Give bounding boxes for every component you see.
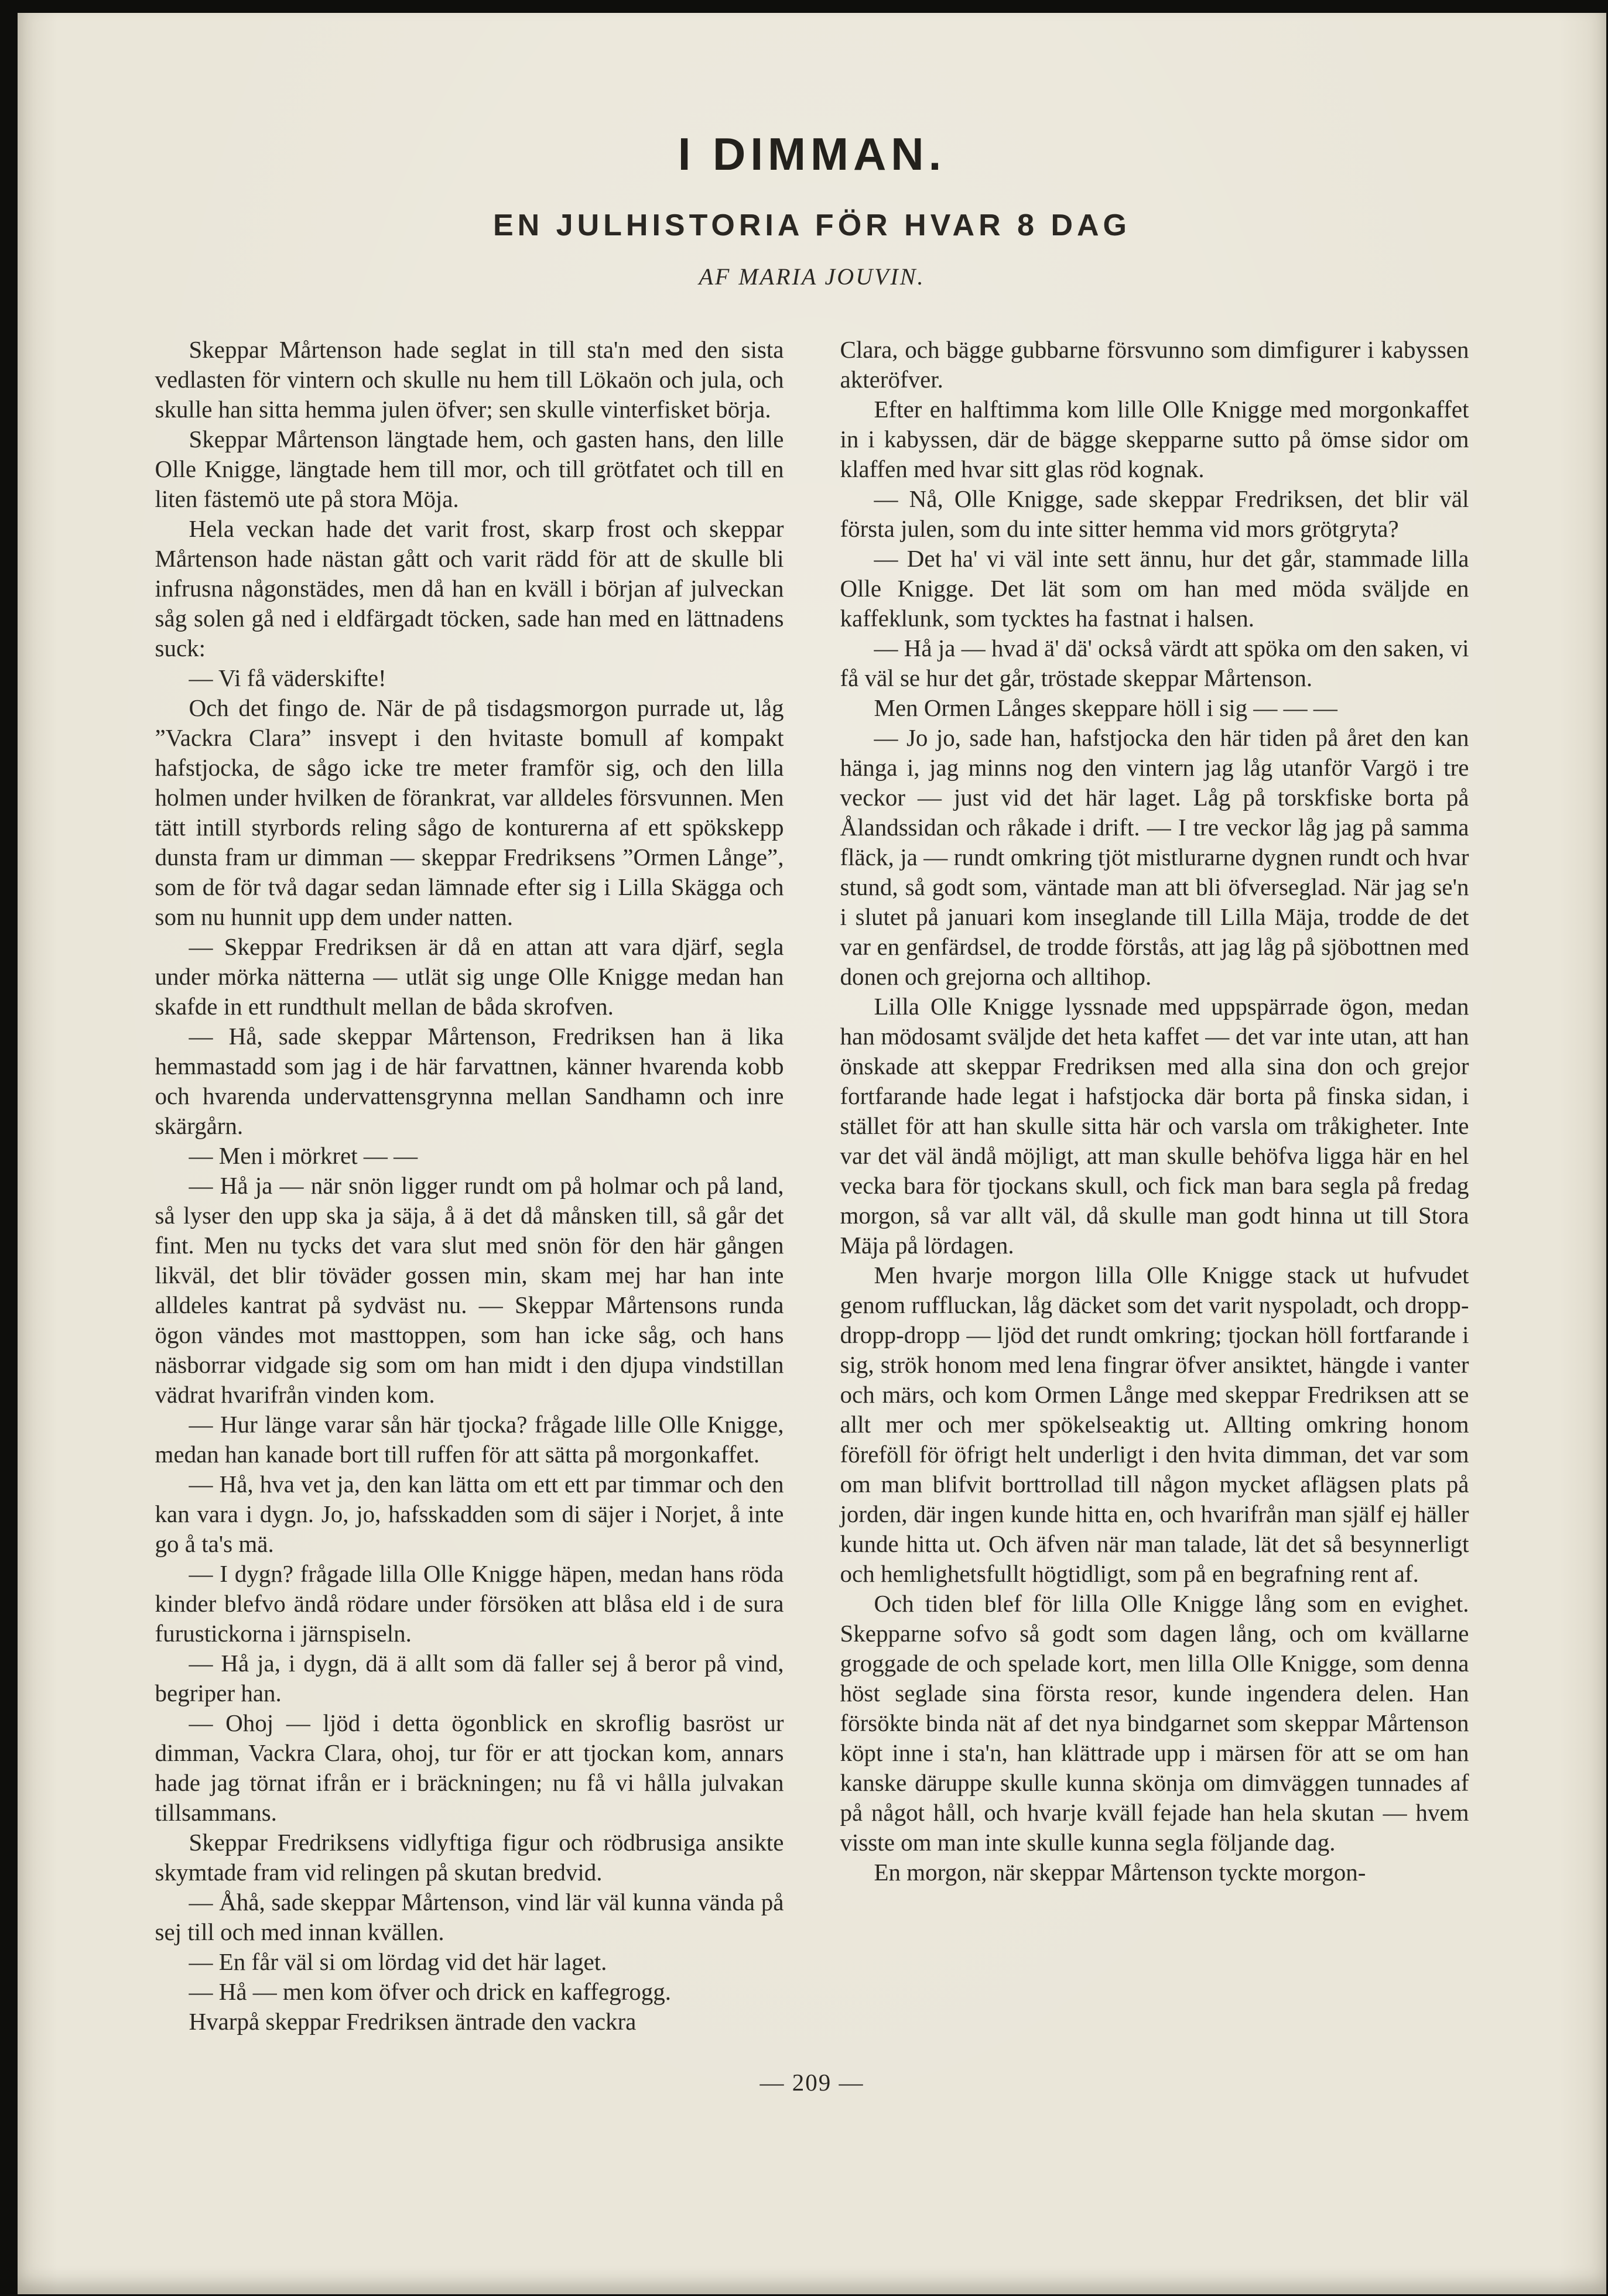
column-right (840, 335, 1469, 2037)
paragraph: Och tiden blef för lilla Olle Knigge lång som en evighet. Skepparne sofvo så godt som dagen lång, och om kvällarne groggade de och spelade kort, men lilla Olle Knigge, som denna höst seglade sina första resor, kunde ingendera delen. Han försökte binda nät af det nya bindgarnet som skeppar Mårtenson köpt inne i sta'n, han klättrade upp i märsen för att se om han kanske däruppe skulle kunna skönja om dimväggen tunnades af på något håll, och hvarje kväll fejade han hela skutan — hvem visste om man inte skulle kunna segla följande dag. (840, 1590, 1469, 1856)
paragraph: — Jo jo, sade han, hafstjocka den här tiden på året den kan hänga i, jag minns nog den vintern jag låg utanför Vargö i tre veckor — just vid det här laget. Låg på torskfiske borta på Ålandssidan och råkade i drift. — I tre veckor låg jag på samma fläck, ja — rundt omkring tjöt mistlurarne dygnen rundt och hvar stund, så godt som, väntade man att bli öfverseglad. När jag se'n i slutet på januari kom inseglande till Lilla Mäja, trodde de det var en genfärdsel, de trodde förstås, att jag låg på sjöbottnen med donen och grejorna och alltihop. (840, 724, 1469, 990)
paragraph: Men Ormen Långes skeppare höll i sig — — — (874, 694, 1337, 721)
paragraph: — I dygn? frågade lilla Olle Knigge häpen, medan hans röda kinder blefvo ändå rödare under försöken att blåsa eld i de sura furustickorna i järnspiseln. (155, 1560, 784, 1647)
document-header (18, 128, 1606, 290)
paragraph: Lilla Olle Knigge lyssnade med uppspärrade ögon, medan han mödosamt sväljde det heta kaffet — det var inte utan, att han önskade att skeppar Fredriksen med alla sina don och grejor fortfarande hade legat i hafstjocka där borta på finska sidan, i stället för att han skulle sitta här och varsla om tråkigheter. Inte var det väl ändå möjligt, att man skulle behöfva ligga här en hel vecka bara för tjockans skull, och fick man bara segla på fredag morgon, så var allt väl, då skulle man godt hinna ut till Stora Mäja på lördagen. (840, 993, 1469, 1259)
paragraph: — Nå, Olle Knigge, sade skeppar Fredriksen, det blir väl första julen, som du inte sitter hemma vid mors grötgryta? (840, 485, 1469, 542)
paragraph: — Skeppar Fredriksen är då en attan att vara djärf, segla under mörka nätterna — utlät sig unge Olle Knigge medan han skafde in ett rundthult mellan de båda skrofven. (155, 933, 784, 1020)
page-content (18, 13, 1606, 2096)
paragraph: Och det fingo de. När de på tisdagsmorgon purrade ut, låg ”Vackra Clara” insvept i den hvitaste bomull af kompakt hafstjocka, de sågo icke tre meter framför sig, och den lilla holmen under hvilken de förankrat, var alldeles försvunnen. Men tätt intill styrbords reling sågo de konturerna af ett spökskepp dunsta fram ur dimman — skeppar Fredriksens ”Ormen Långe”, som de för två dagar sedan lämnade efter sig i Lilla Skägga och som nu hunnit upp dem under natten. (155, 694, 784, 930)
paragraph: — Det ha' vi väl inte sett ännu, hur det går, stammade lilla Olle Knigge. Det lät som om han med möda sväljde en kaffeklunk, som tycktes ha fastnat i halsen. (840, 545, 1469, 632)
paragraph: Hvarpå skeppar Fredriksen äntrade den vackra (189, 2008, 637, 2035)
text-columns (155, 335, 1469, 2037)
paragraph: Men hvarje morgon lilla Olle Knigge stack ut hufvudet genom ruffluckan, låg däcket som det varit nyspoladt, och dropp-dropp-dropp — ljöd det rundt omkring; tjockan höll fortfarande i sig, strök honom med lena fingrar öfver ansiktet, hängde i vanter och märs, och kom Ormen Långe med skeppar Fredriksen att se allt mer och mer spökelseaktig ut. Allting omkring honom föreföll för öfrigt helt underligt i den hvita dimman, det var som om man blifvit borttrollad till någon mycket aflägsen plats på jorden, där ingen kunde hitta en, och hvarifrån man själf ej häller kunde hitta ut. Och äfven när man talade, lät det så besynnerligt och hemlighetsfullt högtidligt, som på en begrafning rent af. (840, 1262, 1469, 1587)
paragraph: Skeppar Fredriksens vidlyftiga figur och rödbrusiga ansikte skymtade fram vid relingen på skutan bredvid. (155, 1829, 784, 1886)
paragraph: Hela veckan hade det varit frost, skarp frost och skeppar Mårtenson hade nästan gått och varit rädd för att de skulle bli infrusna någonstädes, men då han en kväll i början af julveckan såg solen gå ned i eldfärgadt töcken, sade han med en lättnadens suck: (155, 515, 784, 662)
paragraph: Skeppar Mårtenson hade seglat in till sta'n med den sista vedlasten för vintern och skulle nu hem till Lökaön och jula, och skulle han sitta hemma julen öfver; sen skulle vinterfisket börja. (155, 336, 784, 423)
paragraph: Clara, och bägge gubbarne försvunno som dimfigurer i kabyssen akteröfver. (840, 336, 1469, 393)
scanned-page (18, 13, 1606, 2294)
paragraph: — Hur länge varar sån här tjocka? frågade lille Olle Knigge, medan han kanade bort till ruffen för att sätta på morgonkaffet. (155, 1411, 784, 1468)
column-left (155, 335, 784, 2037)
paragraph: — Hå ja — när snön ligger rundt om på holmar och på land, så lyser den upp ska ja säja, å ä det då månsken till, så går det fint. Men nu tycks det vara slut med snön för den här gången likväl, det blir töväder gossen min, skam mej har han inte alldeles kantrat på sydväst nu. — Skeppar Mårtensons runda ögon vändes mot masttoppen, som han icke såg, och hans näsborrar vidgade sig som om han midt i den djupa vindstillan vädrat hvarifrån vinden kom. (155, 1172, 784, 1408)
page-title: I DIMMAN. (678, 128, 946, 180)
paragraph: — Åhå, sade skeppar Mårtenson, vind lär väl kunna vända på sej till och med innan kvällen. (155, 1889, 784, 1945)
paragraph: Skeppar Mårtenson längtade hem, och gasten hans, den lille Olle Knigge, längtade hem till mor, och till grötfatet och till en liten fästemö ute på stora Möja. (155, 426, 784, 512)
paragraph: — Hå ja, i dygn, dä ä allt som dä faller sej å beror på vind, begriper han. (155, 1650, 784, 1706)
page-number: — 209 — (759, 2069, 864, 2096)
page-subtitle: EN JULHISTORIA FÖR HVAR 8 DAG (492, 208, 1131, 242)
byline: AF MARIA JOUVIN. (699, 263, 925, 290)
paragraph: — Hå, sade skeppar Mårtenson, Fredriksen han ä lika hemmastadd som jag i de här farvattnen, känner hvarenda kobb och hvarenda undervattensgrynna mellan Sandhamn och inre skärgårn. (155, 1023, 784, 1139)
paragraph: — Hå ja — hvad ä' dä' också värdt att spöka om den saken, vi få väl se hur det går, tröstade skeppar Mårtenson. (840, 635, 1469, 691)
paragraph: — Men i mörkret — — (189, 1142, 418, 1169)
paragraph: — Hå, hva vet ja, den kan lätta om ett ett par timmar och den kan vara i dygn. Jo, jo, hafsskadden som di säjer i Norjet, å inte go å ta's mä. (155, 1471, 784, 1557)
paragraph: — Ohoj — ljöd i detta ögonblick en skroflig basröst ur dimman, Vackra Clara, ohoj, tur för er att tjockan kom, annars hade jag törnat ifrån er i bräckningen; nu få vi hålla julvakan tillsammans. (155, 1709, 784, 1826)
paragraph: Efter en halftimma kom lille Olle Knigge med morgonkaffet in i kabyssen, där de bägge skepparne sutto på ömse sidor om klaffen med hvar sitt glas röd kognak. (840, 396, 1469, 482)
paragraph: — Hå — men kom öfver och drick en kaffegrogg. (189, 1978, 672, 2005)
paragraph: — En får väl si om lördag vid det här laget. (189, 1948, 607, 1975)
paragraph: En morgon, när skeppar Mårtenson tyckte morgon- (874, 1859, 1366, 1886)
paragraph: — Vi få väderskifte! (189, 664, 386, 691)
